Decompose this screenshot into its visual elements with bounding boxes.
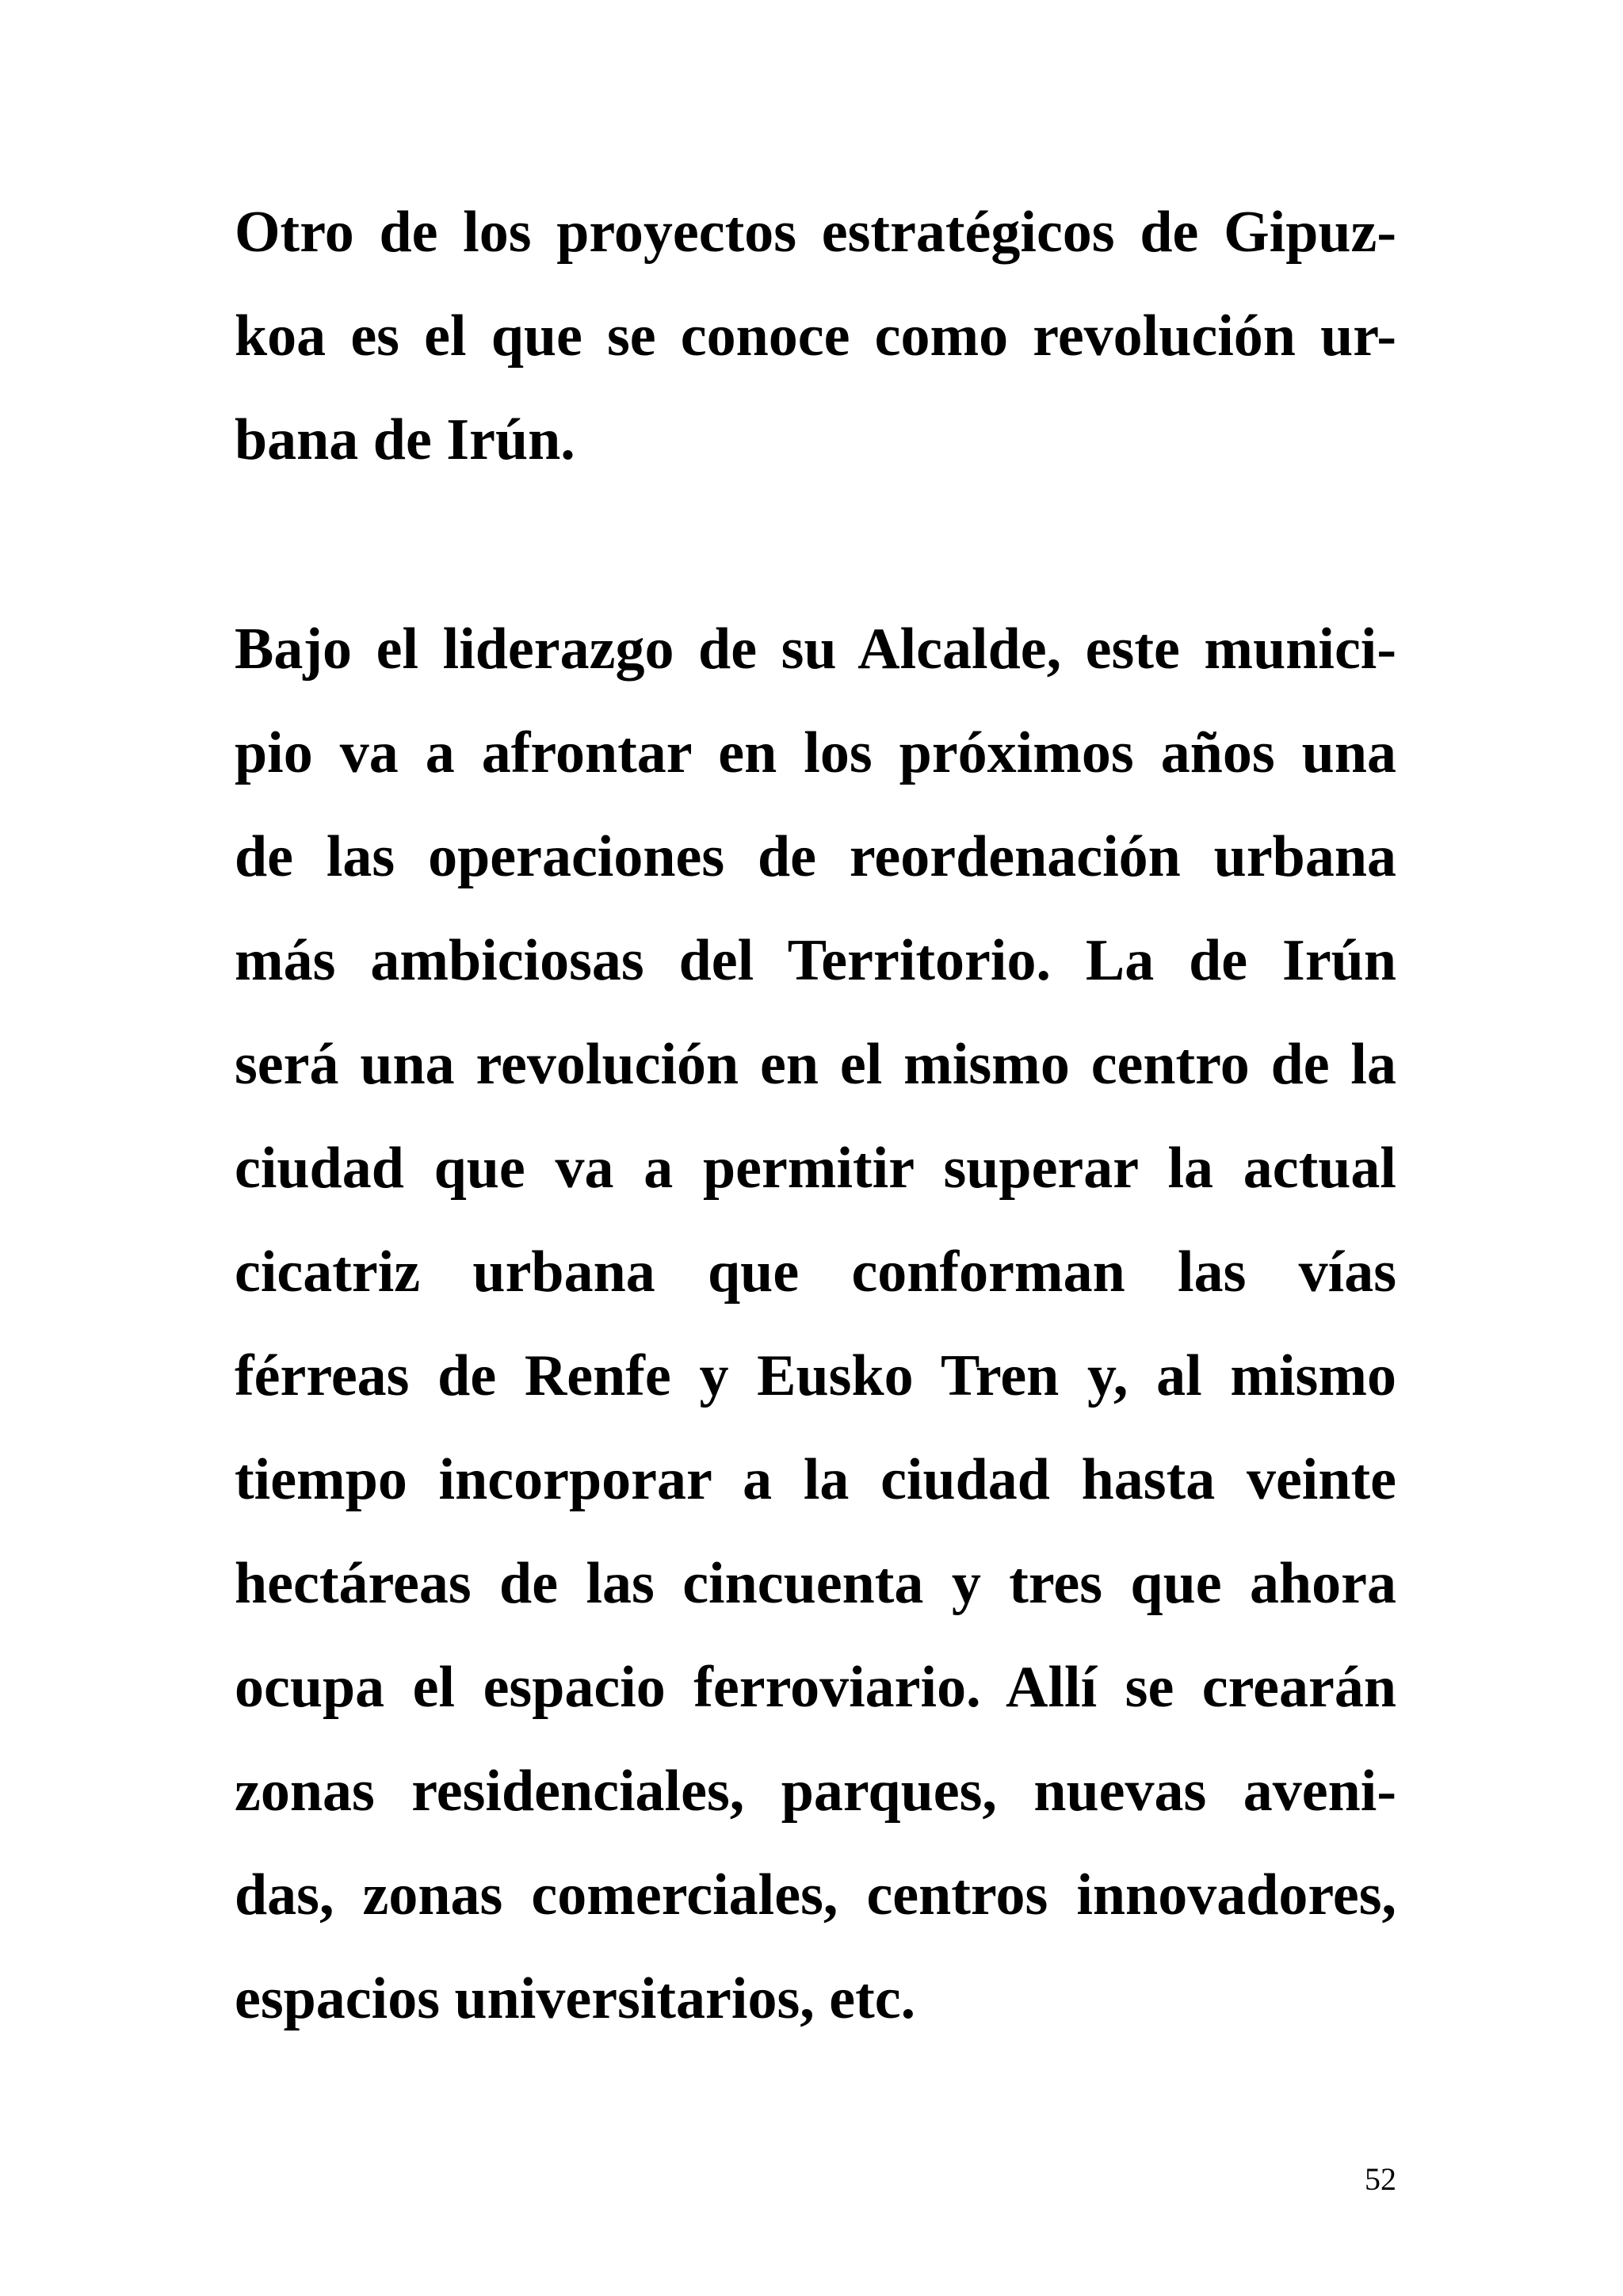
- paragraph-line: ocupa el espacio ferroviario. Allí se crearán: [235, 1655, 1396, 1720]
- paragraph-line: más ambiciosas del Territorio. La de Irún: [235, 928, 1396, 993]
- paragraph-line: bana de Irún.: [235, 407, 575, 472]
- paragraph-line: será una revolución en el mismo centro de la: [235, 1032, 1396, 1097]
- paragraph-irun-project: [235, 181, 1396, 492]
- page-number: 52: [1365, 2161, 1396, 2197]
- paragraph-line: pio va a afrontar en los próximos años una: [235, 720, 1396, 785]
- paragraph-line: cicatriz urbana que conforman las vías: [235, 1240, 1396, 1305]
- paragraph-line: de las operaciones de reordenación urbana: [235, 824, 1396, 889]
- paragraph-urban-revolution: [235, 598, 1396, 2051]
- paragraph-line: Otro de los proyectos estratégicos de Gipuz-: [235, 200, 1396, 265]
- paragraph-line: espacios universitarios, etc.: [235, 1966, 916, 2031]
- paragraph-line: koa es el que se conoce como revolución ur-: [235, 304, 1396, 369]
- paragraph-line: ciudad que va a permitir superar la actual: [235, 1136, 1396, 1201]
- paragraph-line: tiempo incorporar a la ciudad hasta veinte: [235, 1447, 1396, 1512]
- paragraph-line: zonas residenciales, parques, nuevas aveni-: [235, 1759, 1396, 1824]
- paragraph-line: Bajo el liderazgo de su Alcalde, este munici-: [235, 617, 1396, 682]
- paragraph-line: férreas de Renfe y Eusko Tren y, al mismo: [235, 1343, 1396, 1408]
- paragraph-line: hectáreas de las cincuenta y tres que ahora: [235, 1551, 1396, 1616]
- paragraph-line: das, zonas comerciales, centros innovadores,: [235, 1862, 1396, 1927]
